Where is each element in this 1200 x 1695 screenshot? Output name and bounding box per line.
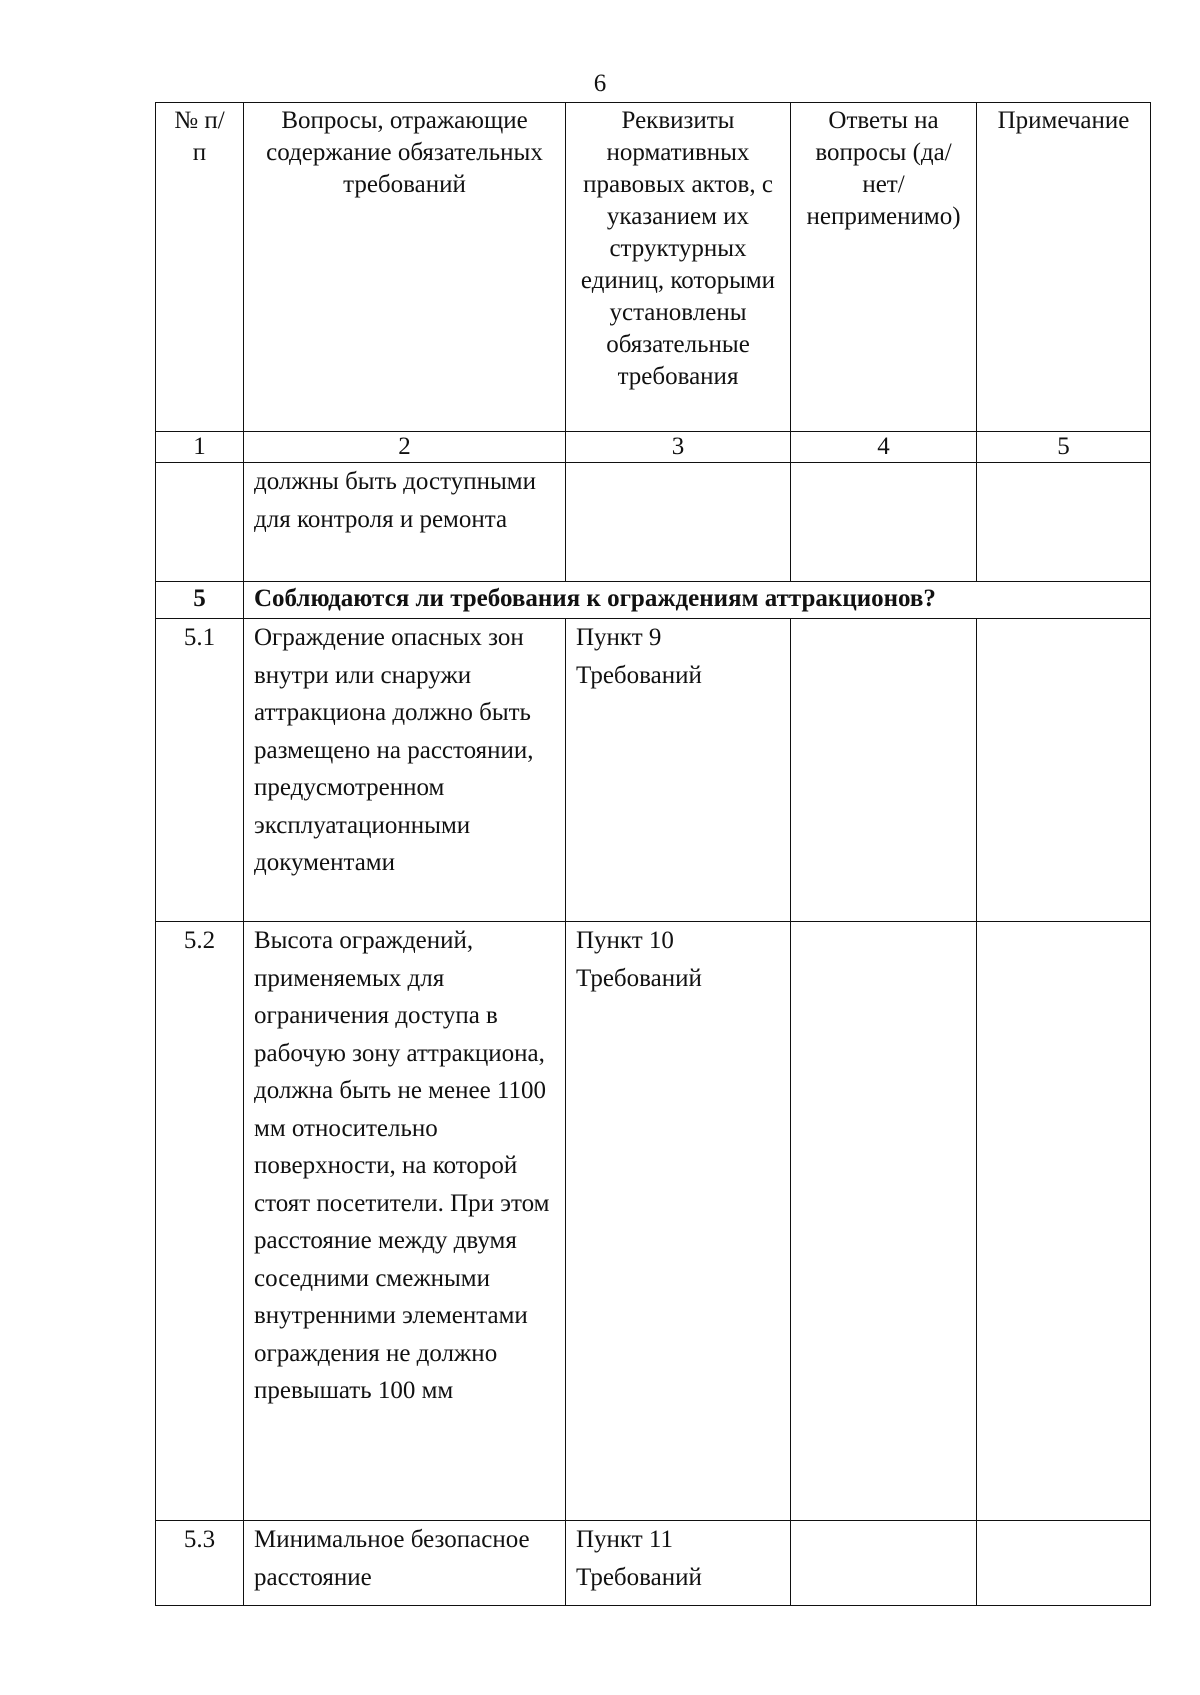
row-number: 5.1 — [156, 619, 244, 922]
table-row — [156, 619, 1151, 922]
answer-cell — [791, 619, 977, 922]
header-number: № п/п — [156, 103, 244, 432]
answer-cell — [791, 922, 977, 1521]
section-row — [156, 582, 1151, 619]
section-title: Соблюдаются ли требования к ограждениям аттракционов? — [244, 582, 1151, 619]
header-questions: Вопросы, отражающие содержание обязательных требований — [244, 103, 566, 432]
requisites-cell: Пункт 9 Требований — [566, 619, 791, 922]
table-row — [156, 922, 1151, 1521]
question-cell: Минимальное безопасное расстояние — [244, 1521, 566, 1606]
column-index: 4 — [791, 432, 977, 463]
table-row — [156, 463, 1151, 582]
table-header-row — [156, 103, 1151, 432]
page-number: 6 — [593, 70, 607, 97]
requisites-cell: Пункт 10 Требований — [566, 922, 791, 1521]
question-cell: должны быть доступными для контроля и ремонта — [244, 463, 566, 582]
header-requisites: Реквизиты нормативных правовых актов, с указанием их структурных единиц, которыми установлены обязательные требования — [566, 103, 791, 432]
row-number: 5.3 — [156, 1521, 244, 1606]
column-index: 1 — [156, 432, 244, 463]
note-cell — [977, 463, 1151, 582]
note-cell — [977, 922, 1151, 1521]
requisites-cell — [566, 463, 791, 582]
table-row — [156, 1521, 1151, 1606]
section-number: 5 — [156, 582, 244, 619]
question-cell: Высота ограждений, применяемых для ограничения доступа в рабочую зону аттракциона, должна быть не менее 1100 мм относительно поверхности, на которой стоят посетители. При этом расстояние между двумя соседними смежными внутренними элементами ограждения не должно превышать 100 мм — [244, 922, 566, 1521]
column-index-row — [156, 432, 1151, 463]
column-index: 2 — [244, 432, 566, 463]
question-cell: Ограждение опасных зон внутри или снаружи аттракциона должно быть размещено на расстоянии, предусмотренном эксплуатационными документами — [244, 619, 566, 922]
row-number — [156, 463, 244, 582]
requisites-cell: Пункт 11 Требований — [566, 1521, 791, 1606]
answer-cell — [791, 1521, 977, 1606]
header-note: Примечание — [977, 103, 1151, 432]
row-number: 5.2 — [156, 922, 244, 1521]
column-index: 3 — [566, 432, 791, 463]
note-cell — [977, 619, 1151, 922]
answer-cell — [791, 463, 977, 582]
note-cell — [977, 1521, 1151, 1606]
header-answers: Ответы на вопросы (да/нет/ неприменимо) — [791, 103, 977, 432]
checklist-table — [155, 102, 1151, 1606]
column-index: 5 — [977, 432, 1151, 463]
